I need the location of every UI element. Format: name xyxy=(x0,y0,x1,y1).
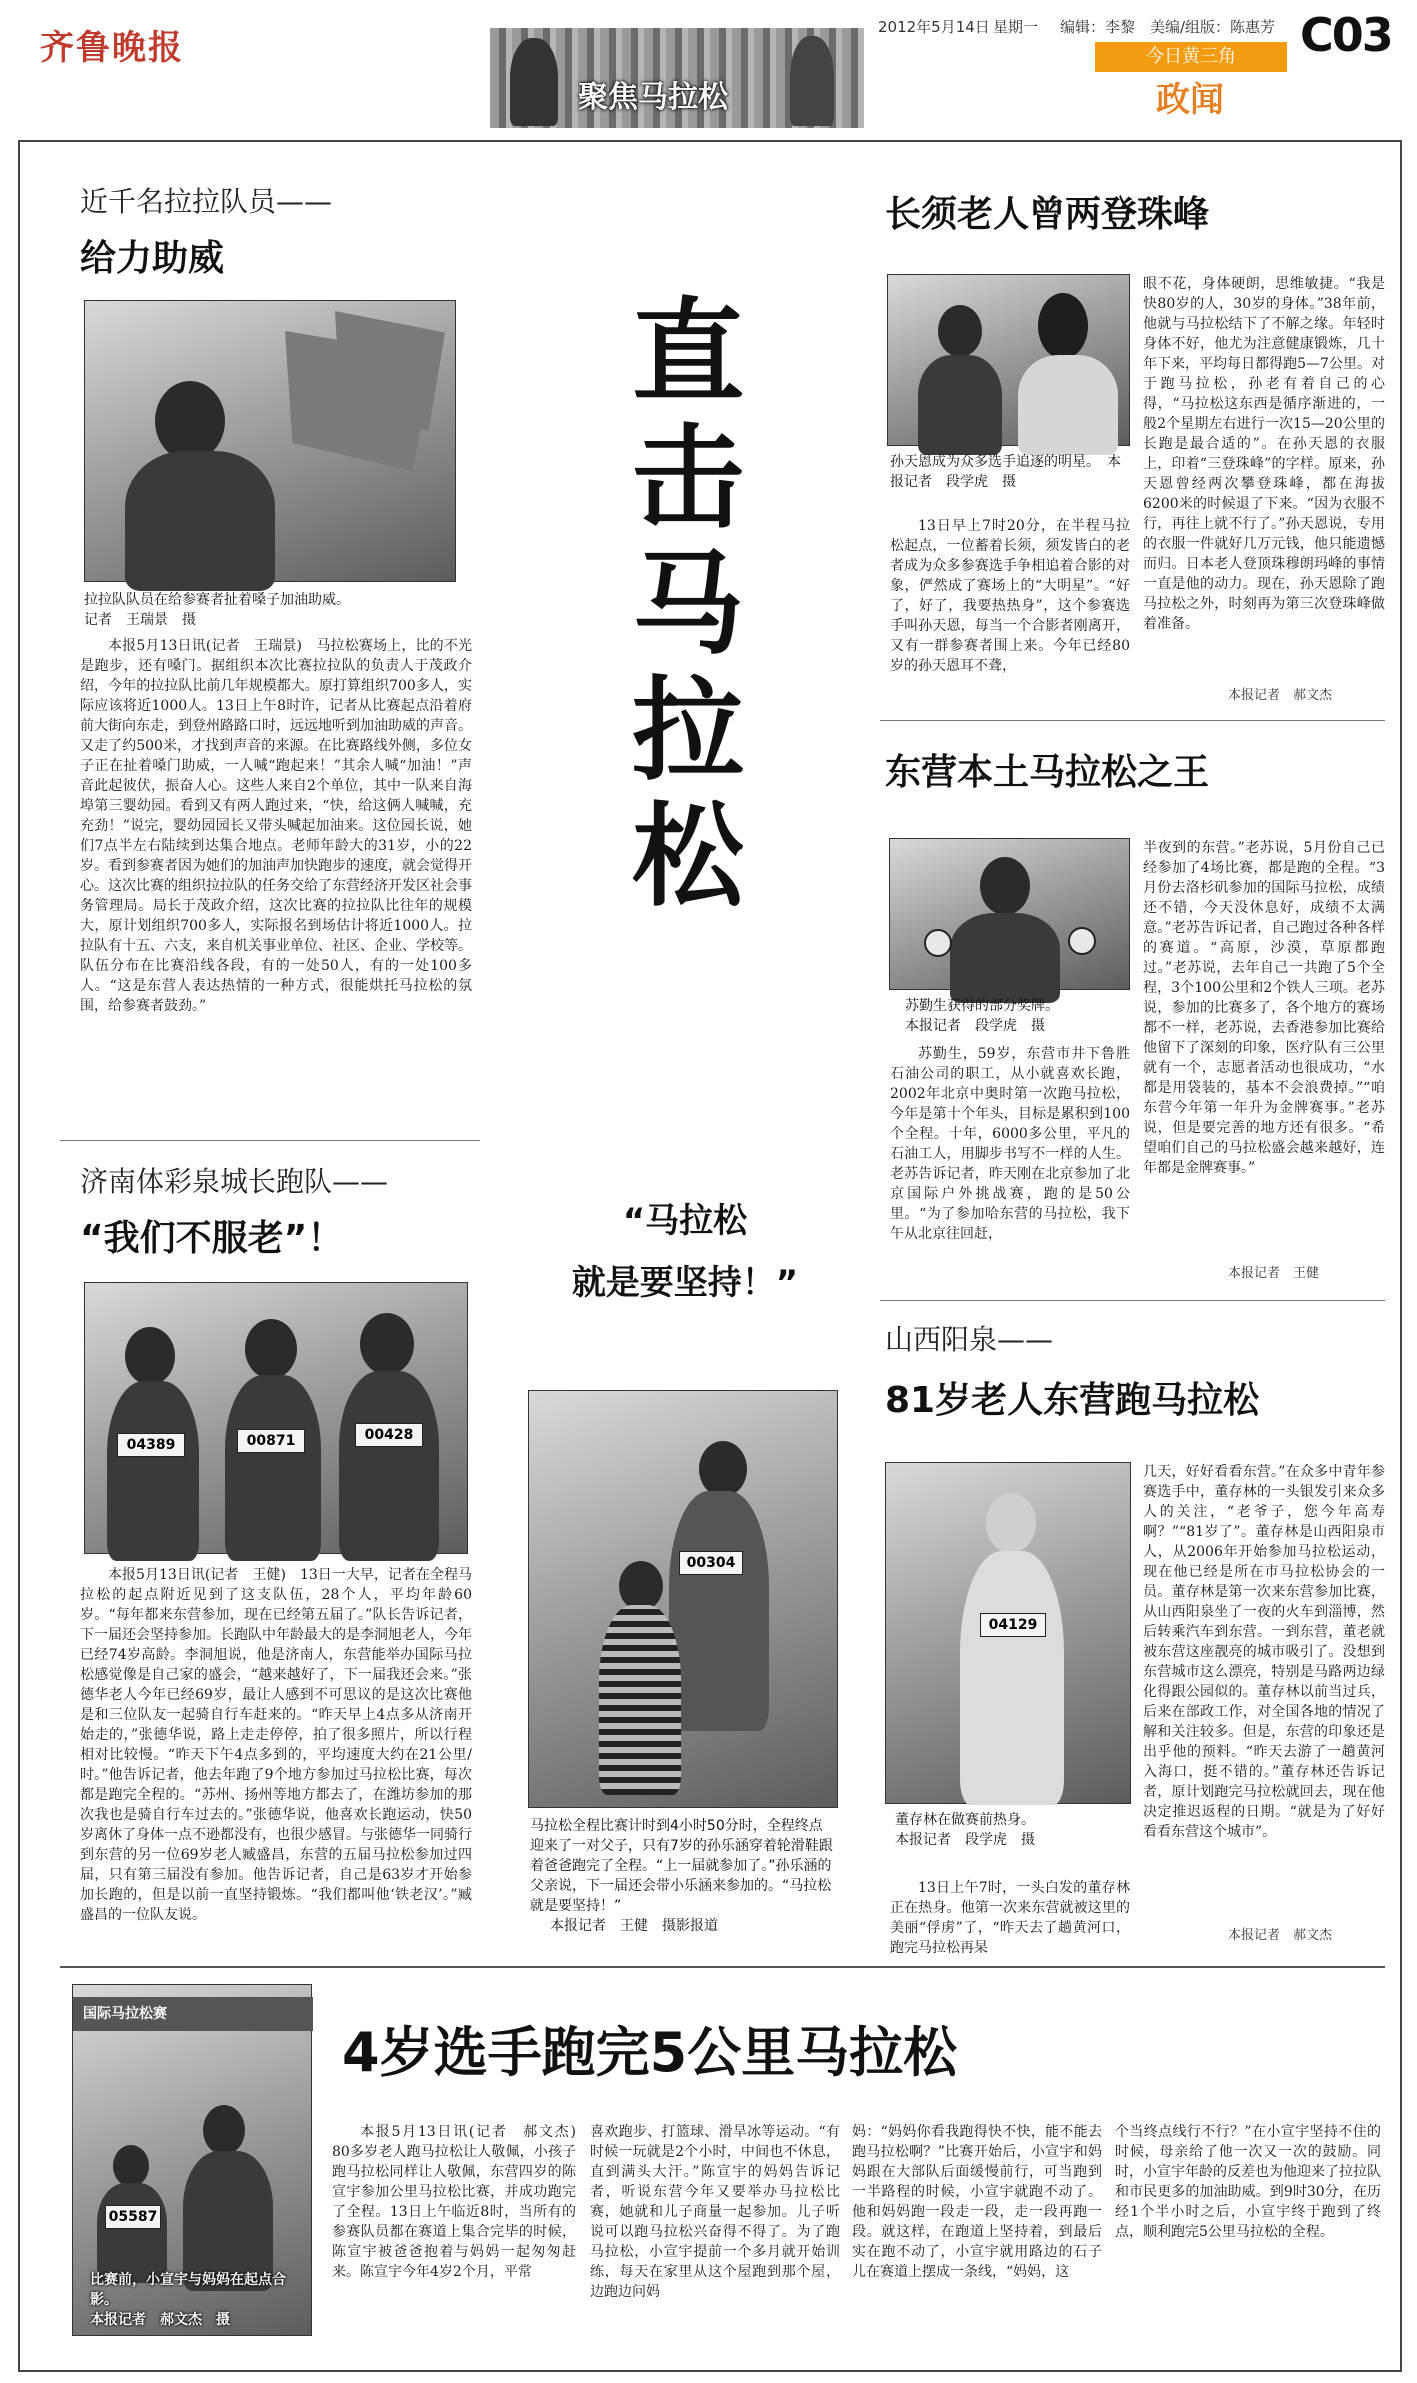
beard-caption: 孙天恩成为众多选手追逐的明星。 本报记者 段学虎 摄 xyxy=(890,454,1121,490)
runner-body xyxy=(918,355,1002,455)
old81-byline: 本报记者 郝文杰 xyxy=(1228,1928,1333,1943)
cheer-body: 本报5月13日讯(记者 王瑞景) 马拉松赛场上，比的不光是跑步，还有嗓门。据组织本次比赛拉拉队的负责人于茂政介绍，今年的拉拉队比前几年规模都大。原打算组织700多人，实际应该将近1000人。13日上午8时许，记者从比赛起点沿着府前大街向东走，到登州路路口时，远远地听到加油助威的声音。又走了约500米，才找到声音的来源。在比赛路线外侧，多位女子正在扯着嗓门助威，一人喊“跑起来！”其余人喊“加油！”声音此起彼伏，振奋人心。这些人来自2个单位，其中一队来自海埠第三婴幼园。看到又有两人跑过来，“快，给这俩人喊喊，充充劲！”说完，婴幼园园长又带头喊起加油来。这位园长说，她们7点半左右陆续到达集合地点。老师年龄大的31岁，小的22岁。看到参赛者因为她们的加油声加快跑步的速度，就会觉得开心。这次比赛的组织拉拉队的任务交给了东营经济开发区社会事务管理局。局长于茂政介绍，这次比赛的拉拉队比往年的规模大，原计划组织700多人，实际报名到场估计将近1000人。拉拉队有十五、六支，来自机关事业单位、社区、企业、学校等。队伍分布在比赛沿线各段，有的一处50人，有的一处100多人。“这是东营人表达热情的一种方式，很能烘托马拉松的氛围，给参赛者鼓劲。” xyxy=(80,638,472,1014)
paper-name: 齐鲁晚报 xyxy=(40,28,184,68)
race-bib: 00304 xyxy=(679,1551,743,1575)
banner-runner-silhouette xyxy=(790,36,834,126)
section-tag: 政闻 xyxy=(1156,80,1224,120)
runner-body xyxy=(225,1375,321,1561)
issue-date: 2012年5月14日 xyxy=(878,18,990,36)
center-photo-byline: 本报记者 王健 摄影报道 xyxy=(550,1918,718,1934)
kid-col2: 喜欢跑步、打篮球、滑旱冰等运动。“有时候一玩就是2个小时，中间也不休息，直到满头大汗。”陈宣宇的妈妈告诉记者，听说东营今年又要举办马拉松比赛，她就和儿子商量一起参加。儿子听说可以跑马拉松兴奋得不得了。为了跑马拉松，小宣宇提前一个多月就开始训练，每天在家里从这个屋跑到那个屋，边跑边问妈 xyxy=(590,2124,840,2300)
team-kicker: 济南体彩泉城长跑队—— xyxy=(80,1165,389,1198)
cheer-caption: 拉拉队队员在给参赛者扯着嗓子加油助威。 记者 王瑞景 摄 xyxy=(84,592,350,628)
runner-head xyxy=(980,857,1030,915)
masthead-banner-photo xyxy=(490,28,864,128)
race-bib: 04129 xyxy=(980,1613,1046,1637)
runner-head xyxy=(245,1319,297,1379)
beard-body-left: 13日早上7时20分，在半程马拉松起点，一位蓄着长须，须发皆白的老者成为众多参赛选手争相追着合影的对象，俨然成了赛场上的“大明星”。“好了，好了，我要热热身”，这个参赛选手叫孙天恩，每当一个合影者刚离开，又有一群参赛者围上来。今年已经80岁的孙天恩耳不聋， xyxy=(890,518,1130,674)
race-bib: 00871 xyxy=(237,1429,305,1453)
runner-body xyxy=(960,1551,1064,1805)
mother-head xyxy=(203,2105,245,2155)
cheer-photo xyxy=(84,300,456,582)
runner-body xyxy=(339,1371,439,1561)
beard-byline: 本报记者 郝文杰 xyxy=(1228,688,1333,703)
team-headline: “我们不服老”！ xyxy=(80,1218,344,1259)
bearded-man-body xyxy=(1018,355,1118,455)
old81-headline: 81岁老人东营跑马拉松 xyxy=(885,1380,1260,1421)
runner-body xyxy=(107,1381,199,1561)
bearded-man-head xyxy=(1038,293,1088,359)
child-body xyxy=(97,2183,167,2283)
center-photo xyxy=(528,1390,838,1808)
king-body-left: 苏勤生，59岁，东营市井下鲁胜石油公司的职工，从小就喜欢长跑，2002年北京中奥时第一次跑马拉松，今年是第十个年头，目标是累积到100个全程。十年，6000多公里，平凡的石油工人，用脚步书写不一样的人生。老苏告诉记者，昨天刚在北京参加了北京国际户外挑战赛，跑的是50公里。“为了参加哈东营的马拉松，我下午从北京往回赶， xyxy=(890,1046,1130,1242)
father-body xyxy=(669,1491,769,1731)
cheerleader-head xyxy=(155,381,225,461)
runner-head xyxy=(360,1313,414,1375)
page-designer: 美编/组版：陈惠芳 xyxy=(1150,18,1276,36)
divider xyxy=(880,720,1385,721)
issue-weekday: 星期一 xyxy=(993,18,1039,36)
king-caption: 苏勤生获得的部分奖牌。 本报记者 段学虎 摄 xyxy=(905,998,1059,1034)
team-photo xyxy=(84,1282,468,1554)
center-photo-caption-text: 马拉松全程比赛计时到4小时50分时，全程终点迎来了一对父子，只有7岁的孙乐涵穿着轮滑鞋跟着爸爸跑完了全程。“上一届就参加了。”孙乐涵的父亲说，下一届还会带小乐涵来参加的。“马拉松就是要坚持！” xyxy=(530,1818,833,1914)
race-bib: 05587 xyxy=(105,2205,161,2229)
kid-col4: 个当终点线行不行？”在小宣宇坚持不住的时候，母亲给了他一次又一次的鼓励。同时，小宣宇年龄的反差也为他迎来了拉拉队和市民更多的加油助威。到9时30分，在历经1个半小时之后，小宣宇终于跑到了终点，顺利跑完5公里马拉松的全程。 xyxy=(1115,2124,1381,2240)
banner-runner-silhouette xyxy=(510,38,558,126)
divider xyxy=(880,1300,1385,1301)
beard-photo xyxy=(887,274,1130,446)
kid-caption: 比赛前，小宣宇与妈妈在起点合影。 本报记者 郝文杰 摄 xyxy=(90,2272,286,2328)
old81-caption: 董存林在做赛前热身。 本报记者 段学虎 摄 xyxy=(895,1812,1035,1848)
king-photo xyxy=(889,838,1130,990)
start-arch-sign: 国际马拉松赛 xyxy=(83,2006,167,2022)
child-head xyxy=(619,1561,663,1611)
banner-title: 聚焦马拉松 xyxy=(578,80,728,115)
father-head xyxy=(699,1441,747,1497)
runner-head xyxy=(986,1493,1036,1553)
old81-body-right: 几天，好好看看东营。”在众多中青年参赛选手中，董存林的一头银发引来众多人的关注，“老爷子，您今年高寿啊？”“81岁了”。董存林是山西阳泉市人，从2006年开始参加马拉松运动，现在他已经是所在市马拉松协会的一员。董存林是第一次来东营参加比赛，从山西阳泉坐了一夜的火车到淄博，然后转乘汽车到东营。一到东营，董老就被东营这座靓亮的城市吸引了。没想到东营城市这么漂亮，特别是马路两边绿化得跟公园似的。董存林以前当过兵，后来在部政工作，对全国各地的情况了解和关注较多。但是，东营的印象还是出乎他的预料。“昨天去游了一趟黄河入海口，挺不错的。”董存林还告诉记者，原计划跑完马拉松就回去，现在他决定推迟返程的日期。“就是为了好好看看东营这个城市”。 xyxy=(1143,1464,1385,1840)
region-tag: 今日黄三角 xyxy=(1095,42,1287,72)
center-quote: “马拉松 就是要坚持！” xyxy=(571,1201,799,1303)
cheerleader-body xyxy=(125,451,275,591)
divider xyxy=(60,1140,480,1141)
runner-body xyxy=(950,913,1060,1003)
kid-col1: 本报5月13日讯(记者 郝文杰) 80多岁老人跑马拉松让人敬佩，小孩子跑马拉松同样让人敬佩，东营四岁的陈宣宇参加公里马拉松比赛，并成功跑完了全程。13日上午临近8时，当所有的参赛队员都在赛道上集合完毕的时候，陈宣宇被爸爸抱着与妈妈一起匆匆赶来。陈宣宇今年4岁2个月，平常 xyxy=(332,2124,590,2280)
old81-photo xyxy=(885,1462,1131,1804)
beard-body-right: 眼不花，身体硬朗，思维敏捷。“我是快80岁的人，30岁的身体。”38年前，他就与马拉松结下了不解之缘。年轻时身体不好，他尤为注意健康锻炼，几十年下来，平均每日都得跑5—7公里。对于跑马拉松，孙老有着自己的心得，“马拉松这东西是循序渐进的，一般2个星期左右进行一次15—20公里的长跑是最合适的”。在孙天恩的衣服上，印着“三登珠峰”的字样。原来，孙天恩曾经两次攀登珠峰，都在海拔6200米的时候退了下来。“因为衣服不行，再往上就不行了。”孙天恩说，专用的衣服一件就好几万元钱，他只能遗憾而归。日本老人登顶珠穆朗玛峰的事情一直是他的动力。现在，孙天恩除了跑马拉松之外，时刻再为第三次登珠峰做着准备。 xyxy=(1143,276,1385,632)
team-body: 本报5月13日讯(记者 王健) 13日一大早，记者在全程马拉松的起点附近见到了这支队伍，28个人，平均年龄60岁。“每年都来东营参加，现在已经第五届了。”队长告诉记者，下一届还会坚持参加。长跑队中年龄最大的是李洞旭老人，今年已经74岁高龄。李洞旭说，他是济南人，东营能举办国际马拉松感觉像是自己家的盛会，“越来越好了，下一届我还会来。”张德华老人今年已经69岁，最让人感到不可思议的是这次比赛他是和三位队友一起骑自行车赶来的。“昨天早上4点多从济南开始走的，”张德华说，路上走走停停，拍了很多照片，所以行程相对比较慢。“昨天下午4点多到的，平均速度大约在21公里/时。”他告诉记者，他去年跑了9个地方参加过马拉松比赛，每次都是跑完全程的。“苏州、扬州等地方都去了，在潍坊参加的那次我也是骑自行车过去的。”张德华说，他喜欢长跑运动，快50岁离休了身体一点不逊都没有，也很少感冒。与张德华一同骑行到东营的另一位69岁老人臧盛昌，东营的五届马拉松参加过四届，只有第三届没有参加。他告诉记者，自己是63岁才开始参加长跑的，但是以前一直坚持锻炼。“我们都叫他‘铁老汉’。”臧盛昌的一位队友说。 xyxy=(80,1567,472,1923)
page-number: C03 xyxy=(1300,8,1392,62)
king-headline: 东营本土马拉松之王 xyxy=(885,752,1210,793)
medal-icon xyxy=(1068,927,1096,955)
beard-headline: 长须老人曾两登珠峰 xyxy=(885,194,1210,235)
page-editor: 编辑：李黎 xyxy=(1060,18,1136,36)
runner-head xyxy=(938,305,982,357)
old81-kicker: 山西阳泉—— xyxy=(885,1323,1054,1356)
race-bib: 04389 xyxy=(117,1433,185,1457)
cheer-headline: 给力助威 xyxy=(80,238,225,279)
center-photo-caption xyxy=(530,1816,836,1936)
medal-icon xyxy=(924,929,952,957)
kid-headline: 4岁选手跑完5公里马拉松 xyxy=(342,2021,958,2084)
child-body xyxy=(599,1605,681,1795)
old81-body-left: 13日上午7时，一头白发的董存林正在热身。他第一次来东营就被这里的美丽“俘虏”了，“昨天去了趟黄河口，跑完马拉松再杲 xyxy=(890,1880,1130,1956)
main-title: 直击马拉松 xyxy=(632,288,744,922)
cheer-kicker: 近千名拉拉队员—— xyxy=(80,185,333,218)
kid-col3: 妈：“妈妈你看我跑得快不快，能不能去跑马拉松啊？”比赛开始后，小宣宇和妈妈跟在大部队后面缓慢前行，可当跑到一半路程的时候，小宣宇就跑不动了。他和妈妈跑一段走一段，走一段再跑一段。就这样，在跑道上坚持着，到最后实在跑不动了，小宣宇就用路边的石子儿在赛道上摆成一条线，“妈妈，这 xyxy=(852,2124,1102,2280)
child-head xyxy=(113,2145,149,2187)
divider xyxy=(60,1966,1385,1968)
king-byline: 本报记者 王健 xyxy=(1228,1266,1320,1281)
race-bib: 00428 xyxy=(355,1423,423,1447)
king-body-right: 半夜到的东营。”老苏说，5月份自己已经参加了4场比赛，都是跑的全程。“3月份去洛杉矶参加的国际马拉松，成绩还不错，今天没休息好，成绩不太满意。”老苏告诉记者，自己跑过各种各样的赛道。“高原，沙漠，草原都跑过。”老苏说，去年自己一共跑了5个全程，3个100公里和2个铁人三项。老苏说，参加的比赛多了，各个地方的赛场都不一样，老苏说，去香港参加比赛给他留下了深刻的印象，医疗队有三公里就有一个，志愿者活动也很成功，“水都是用袋装的，基本不会浪费掉。”“咱东营今年第一年升为金牌赛事。”老苏说，但是要完善的地方还有很多。“希望咱们自己的马拉松盛会越来越好，连年都是金牌赛事。” xyxy=(1143,840,1385,1176)
runner-head xyxy=(125,1327,175,1385)
